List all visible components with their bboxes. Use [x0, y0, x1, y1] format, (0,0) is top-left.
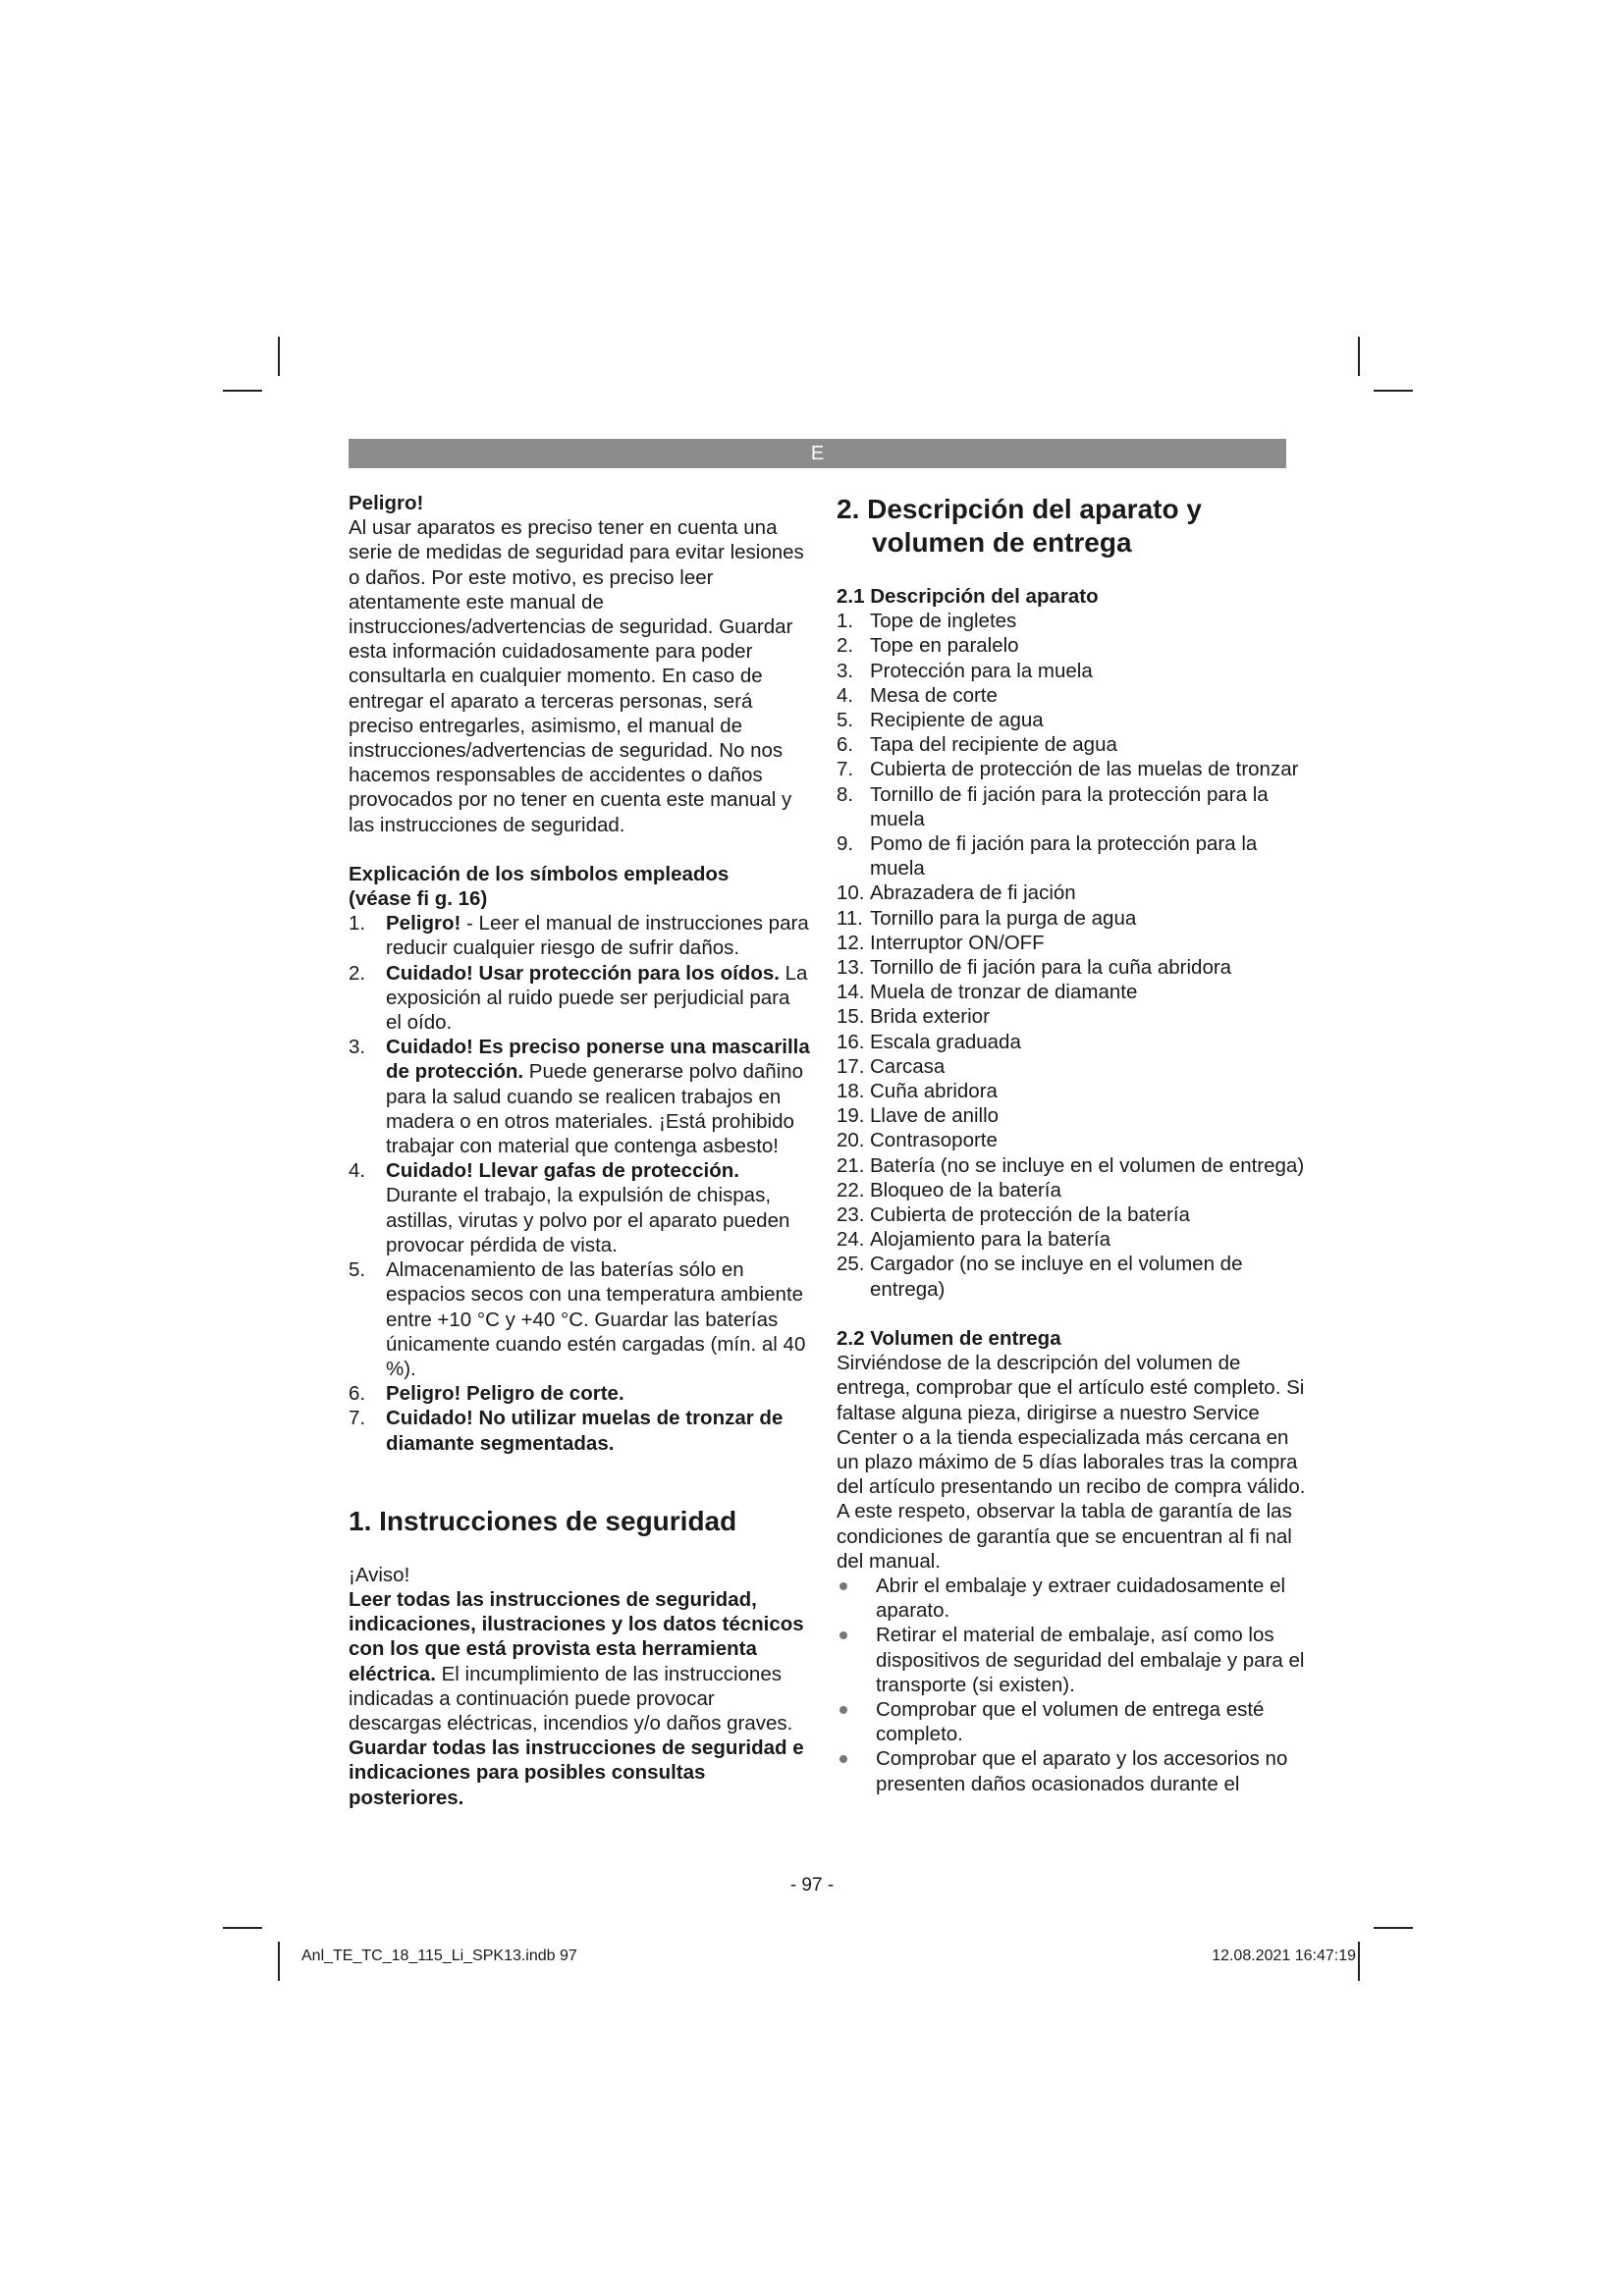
crop-mark [223, 390, 262, 392]
list-item [837, 1079, 1313, 1103]
item-label: Escala graduada [870, 1030, 1021, 1053]
item-number: 15. [837, 1005, 865, 1029]
item-number: 22. [837, 1178, 865, 1201]
item-bold: Cuidado! Es preciso ponerse una mascarilla de protección. [386, 1036, 810, 1084]
bullet-icon [839, 1631, 847, 1639]
item-label: Recipiente de agua [870, 709, 1044, 732]
left-column [349, 491, 810, 1810]
crop-mark [223, 1927, 262, 1929]
list-item [349, 1381, 810, 1406]
warning-title: ¡Aviso! [349, 1563, 410, 1586]
item-number: 11. [837, 906, 863, 930]
item-number: 6. [349, 1382, 366, 1406]
item-number: 20. [837, 1129, 865, 1152]
language-header-bar: E [349, 439, 1286, 468]
footer-file-name: Anl_TE_TC_18_115_Li_SPK13.indb 97 [301, 1948, 577, 1964]
list-item [837, 1623, 1313, 1697]
list-item [837, 1054, 1313, 1079]
item-number: 1. [837, 610, 854, 633]
symbols-title [349, 862, 810, 911]
page-number: - 97 - [789, 1875, 835, 1896]
item-bold: Peligro! Peligro de corte. [386, 1382, 624, 1406]
item-number: 7. [349, 1407, 366, 1430]
item-number: 5. [837, 709, 854, 732]
section-2-title-line2: volumen de entrega [872, 527, 1132, 558]
item-label: Brida exterior [870, 1005, 990, 1029]
list-item [837, 1202, 1313, 1227]
list-item [837, 1574, 1313, 1623]
item-label: Tope de ingletes [870, 610, 1017, 633]
bullet-icon [839, 1706, 847, 1714]
bullet-text: Abrir el embalaje y extraer cuidadosamente el aparato. [876, 1574, 1286, 1623]
item-number: 17. [837, 1054, 865, 1078]
item-label: Alojamiento para la batería [870, 1228, 1111, 1252]
item-text: Puede generarse polvo dañino para la salud cuando se realicen trabajos en madera o en otros materiales. ¡Está prohibido trabajar con material que contenga asbesto! [386, 1060, 804, 1158]
item-label: Llave de anillo [870, 1104, 1000, 1128]
list-item [837, 633, 1313, 658]
bullet-text: Retirar el material de embalaje, así como los dispositivos de seguridad del embalaje y para el transporte (si existen). [876, 1624, 1305, 1696]
item-label: Tornillo de fi jación para la cuña abridora [870, 956, 1232, 980]
item-number: 18. [837, 1080, 865, 1103]
list-item [837, 1252, 1313, 1301]
item-text: - Leer el manual de instrucciones para reducir cualquier riesgo de sufrir daños. [386, 912, 809, 960]
item-number: 13. [837, 956, 865, 980]
item-label: Cuña abridora [870, 1080, 998, 1103]
list-item [837, 659, 1313, 683]
list-item [349, 961, 810, 1036]
item-number: 2. [837, 634, 854, 658]
item-number: 9. [837, 832, 854, 856]
footer-datetime: 12.08.2021 16:47:19 [1212, 1948, 1356, 1964]
item-number: 19. [837, 1104, 865, 1128]
item-number: 10. [837, 881, 865, 905]
list-item [837, 757, 1313, 781]
item-number: 5. [349, 1258, 366, 1282]
item-bold: Peligro! [386, 912, 461, 935]
item-label: Muela de tronzar de diamante [870, 981, 1138, 1004]
item-label: Tapa del recipiente de agua [870, 733, 1117, 757]
warning-bold-1: Leer todas las instrucciones de seguridad, indicaciones, ilustraciones y los datos técnicos con los que está provista esta herramienta eléctrica. [349, 1587, 804, 1685]
item-label: Batería (no se incluye en el volumen de entrega) [870, 1153, 1305, 1177]
list-item [349, 1035, 810, 1158]
list-item [837, 980, 1313, 1004]
item-label: Protección para la muela [870, 659, 1093, 682]
section-1-title: 1. Instrucciones de seguridad [349, 1505, 737, 1536]
list-item [349, 1257, 810, 1381]
item-label: Cubierta de protección de la batería [870, 1203, 1190, 1227]
danger-paragraph: Al usar aparatos es preciso tener en cuenta una serie de medidas de seguridad para evitar lesiones o daños. Por este motivo, es preciso leer atentamente este manual de instrucciones/advertencias de seguridad. Guardar esta información cuidadosamente para poder consultarla en cualquier momento. En caso de entregar el aparato a terceras personas, será preciso entregarles, asimismo, el manual de instrucciones/advertencias de seguridad. No nos hacemos responsables de accidentes o daños provocados por no tener en cuenta este manual y las instrucciones de seguridad. [349, 516, 804, 836]
list-item [837, 881, 1313, 905]
list-item [837, 831, 1313, 881]
crop-mark [278, 1942, 280, 1981]
delivery-checklist [837, 1574, 1313, 1796]
list-item [837, 1746, 1313, 1795]
item-text: La exposición al ruido puede ser perjudicial para el oído. [386, 961, 808, 1035]
item-number: 8. [837, 782, 854, 806]
bullet-text: Comprobar que el aparato y los accesorios no presenten daños ocasionados durante el [876, 1747, 1288, 1795]
item-number: 4. [837, 683, 854, 707]
item-label: Tornillo de fi jación para la protección para la muela [870, 782, 1269, 830]
list-item [837, 906, 1313, 931]
list-item [837, 1697, 1313, 1746]
item-bold: Cuidado! No utilizar muelas de tronzar de diamante segmentadas. [386, 1407, 784, 1455]
list-item [837, 1030, 1313, 1054]
crop-mark [1374, 390, 1413, 392]
item-number: 12. [837, 931, 865, 954]
list-item [349, 1406, 810, 1455]
item-number: 23. [837, 1203, 865, 1227]
crop-mark [1358, 337, 1360, 376]
list-item [837, 1178, 1313, 1202]
item-label: Abrazadera de fi jación [870, 881, 1076, 905]
list-item [349, 1158, 810, 1257]
item-label: Tope en paralelo [870, 634, 1019, 658]
item-bold: Cuidado! Usar protección para los oídos. [386, 961, 780, 985]
item-label: Cubierta de protección de las muelas de tronzar [870, 758, 1299, 781]
item-number: 2. [349, 961, 366, 985]
warning-paragraph [349, 1587, 810, 1810]
item-number: 24. [837, 1228, 865, 1252]
crop-mark [278, 337, 280, 376]
list-item [837, 732, 1313, 757]
crop-mark [1358, 1942, 1360, 1981]
warning-text: El incumplimiento de las instrucciones indicadas a continuación puede provocar descargas eléctricas, incendios y/o daños graves. [349, 1662, 793, 1735]
delivery-paragraph: Sirviéndose de la descripción del volumen de entrega, comprobar que el artículo esté completo. Si faltase alguna pieza, dirigirse a nuestro Service Center o a la tienda especializada más cercana en un plazo máximo de 5 días laborales tras la compra del artículo presentando un recibo de compra válido. A este respeto, observar la tabla de garantía de las condiciones de garantía que se encuentran al fi nal del manual. [837, 1352, 1306, 1573]
symbols-title-line2: (véase fi g. 16) [349, 887, 488, 911]
crop-mark [1374, 1927, 1413, 1929]
item-number: 14. [837, 981, 865, 1004]
list-item [837, 1004, 1313, 1029]
section-2-title [837, 493, 1313, 560]
list-item [837, 1103, 1313, 1128]
bullet-icon [839, 1582, 847, 1590]
item-bold: Cuidado! Llevar gafas de protección. [386, 1159, 739, 1183]
list-item [837, 1227, 1313, 1252]
list-item [837, 782, 1313, 831]
right-column [837, 491, 1313, 1796]
list-item [837, 931, 1313, 955]
item-number: 21. [837, 1153, 865, 1177]
bullet-text: Comprobar que el volumen de entrega esté completo. [876, 1697, 1265, 1746]
item-number: 7. [837, 758, 854, 781]
subsection-2-1-title: 2.1 Descripción del aparato [837, 585, 1099, 608]
item-text: Durante el trabajo, la expulsión de chispas, astillas, virutas y polvo por el aparato pueden provocar pérdida de vista. [386, 1184, 790, 1256]
list-item [837, 1153, 1313, 1178]
list-item [837, 708, 1313, 732]
symbols-list [349, 911, 810, 1455]
item-label: Carcasa [870, 1054, 946, 1078]
item-label: Contrasoporte [870, 1129, 998, 1152]
list-item [837, 1128, 1313, 1152]
list-item [349, 911, 810, 960]
item-number: 4. [349, 1159, 366, 1183]
item-label: Mesa de corte [870, 683, 998, 707]
item-text: Almacenamiento de las baterías sólo en espacios secos con una temperatura ambiente entre +10 °C y +40 °C. Guardar las baterías únicamente cuando estén cargadas (mín. al 40 %). [386, 1258, 806, 1380]
list-item [837, 683, 1313, 708]
item-number: 1. [349, 912, 366, 935]
danger-title: Peligro! [349, 492, 424, 514]
list-item [837, 955, 1313, 980]
item-label: Interruptor ON/OFF [870, 931, 1045, 954]
warning-bold-2: Guardar todas las instrucciones de seguridad e indicaciones para posibles consultas posteriores. [349, 1736, 804, 1809]
bullet-icon [839, 1755, 847, 1763]
item-label: Pomo de fi jación para la protección para la muela [870, 832, 1258, 881]
item-number: 25. [837, 1253, 865, 1276]
symbols-title-line1: Explicación de los símbolos empleados [349, 862, 730, 885]
item-number: 16. [837, 1030, 865, 1053]
parts-list [837, 609, 1313, 1302]
item-label: Bloqueo de la batería [870, 1178, 1061, 1201]
item-label: Tornillo para la purga de agua [870, 906, 1137, 930]
item-number: 6. [837, 733, 854, 757]
item-number: 3. [837, 659, 854, 682]
item-number: 3. [349, 1036, 366, 1059]
section-2-title-line1: 2. Descripción del aparato y [837, 494, 1202, 524]
list-item [837, 609, 1313, 633]
subsection-2-2-title: 2.2 Volumen de entrega [837, 1326, 1061, 1350]
item-label: Cargador (no se incluye en el volumen de entrega) [870, 1253, 1243, 1301]
